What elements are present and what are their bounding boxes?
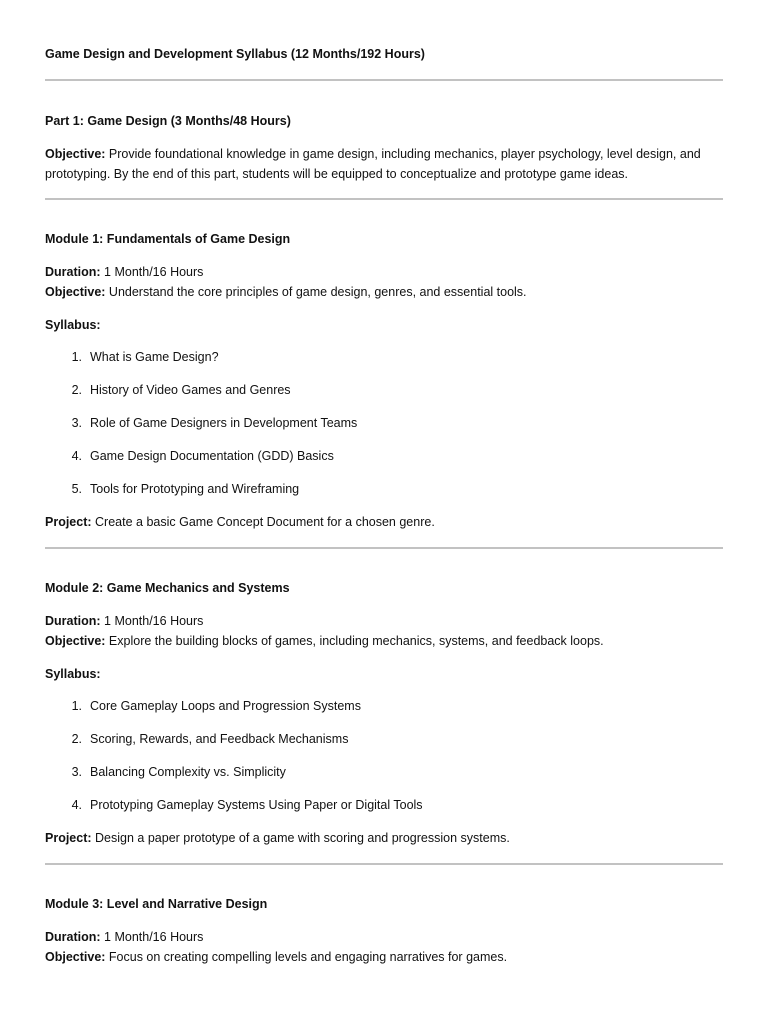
item-text: Scoring, Rewards, and Feedback Mechanisms: [90, 732, 349, 746]
objective-label: Objective:: [45, 147, 106, 161]
syllabus-item: [45, 482, 299, 496]
syllabus-item: [45, 449, 334, 463]
item-number: 1.: [71, 350, 82, 364]
module2-duration: [45, 614, 203, 628]
item-text: Core Gameplay Loops and Progression Systems: [90, 699, 361, 713]
objective-text: Understand the core principles of game design, genres, and essential tools.: [108, 285, 527, 299]
item-number: 1.: [71, 699, 82, 713]
divider: [45, 547, 723, 549]
duration-label: Duration:: [45, 930, 101, 944]
project-text: Design a paper prototype of a game with scoring and progression systems.: [95, 831, 510, 845]
duration-label: Duration:: [45, 614, 101, 628]
syllabus-item: [45, 765, 286, 779]
module2-objective: [45, 634, 604, 648]
objective-text: Provide foundational knowledge in game design, including mechanics, player psychology, level design, and prototyping. By the end of this part, students will be equipped to conceptualize and prototype game ideas.: [45, 147, 701, 181]
item-number: 2.: [71, 732, 82, 746]
project-text: Create a basic Game Concept Document for a chosen genre.: [95, 515, 435, 529]
document-title: Game Design and Development Syllabus (12 Months/192 Hours): [45, 47, 425, 61]
objective-label: Objective:: [45, 950, 106, 964]
item-number: 4.: [71, 798, 82, 812]
syllabus-item: [45, 798, 423, 812]
module3-duration: [45, 930, 203, 944]
syllabus-item: [45, 699, 361, 713]
item-text: Tools for Prototyping and Wireframing: [90, 482, 300, 496]
module3-heading: Module 3: Level and Narrative Design: [45, 897, 268, 911]
item-number: 3.: [71, 765, 82, 779]
syllabus-item: [45, 383, 291, 397]
module2-project: [45, 831, 510, 845]
module2-syllabus-label: Syllabus:: [45, 667, 101, 681]
module1-duration: [45, 265, 203, 279]
objective-text: Explore the building blocks of games, including mechanics, systems, and feedback loops.: [108, 634, 604, 648]
module1-project: [45, 515, 435, 529]
item-text: Balancing Complexity vs. Simplicity: [90, 765, 286, 779]
module1-syllabus-label: Syllabus:: [45, 318, 101, 332]
item-number: 5.: [71, 482, 82, 496]
project-label: Project:: [45, 515, 92, 529]
item-number: 2.: [71, 383, 82, 397]
duration-text: 1 Month/16 Hours: [104, 614, 204, 628]
project-label: Project:: [45, 831, 92, 845]
divider: [45, 79, 723, 81]
duration-label: Duration:: [45, 265, 101, 279]
syllabus-item: [45, 732, 348, 746]
item-text: Prototyping Gameplay Systems Using Paper or Digital Tools: [90, 798, 423, 812]
objective-label: Objective:: [45, 634, 106, 648]
item-text: What is Game Design?: [90, 350, 219, 364]
duration-text: 1 Month/16 Hours: [104, 930, 204, 944]
item-text: Role of Game Designers in Development Teams: [90, 416, 358, 430]
item-number: 3.: [71, 416, 82, 430]
syllabus-item: [45, 416, 357, 430]
divider: [45, 198, 723, 200]
objective-text: Focus on creating compelling levels and engaging narratives for games.: [108, 950, 508, 964]
syllabus-item: [45, 350, 219, 364]
part1-objective: [45, 144, 725, 184]
module3-objective: [45, 950, 507, 964]
divider: [45, 863, 723, 865]
objective-label: Objective:: [45, 285, 106, 299]
item-text: Game Design Documentation (GDD) Basics: [90, 449, 334, 463]
part1-heading: Part 1: Game Design (3 Months/48 Hours): [45, 114, 291, 128]
module1-objective: [45, 285, 527, 299]
item-text: History of Video Games and Genres: [90, 383, 291, 397]
duration-text: 1 Month/16 Hours: [104, 265, 204, 279]
item-number: 4.: [71, 449, 82, 463]
module1-heading: Module 1: Fundamentals of Game Design: [45, 232, 291, 246]
module2-heading: Module 2: Game Mechanics and Systems: [45, 581, 290, 595]
